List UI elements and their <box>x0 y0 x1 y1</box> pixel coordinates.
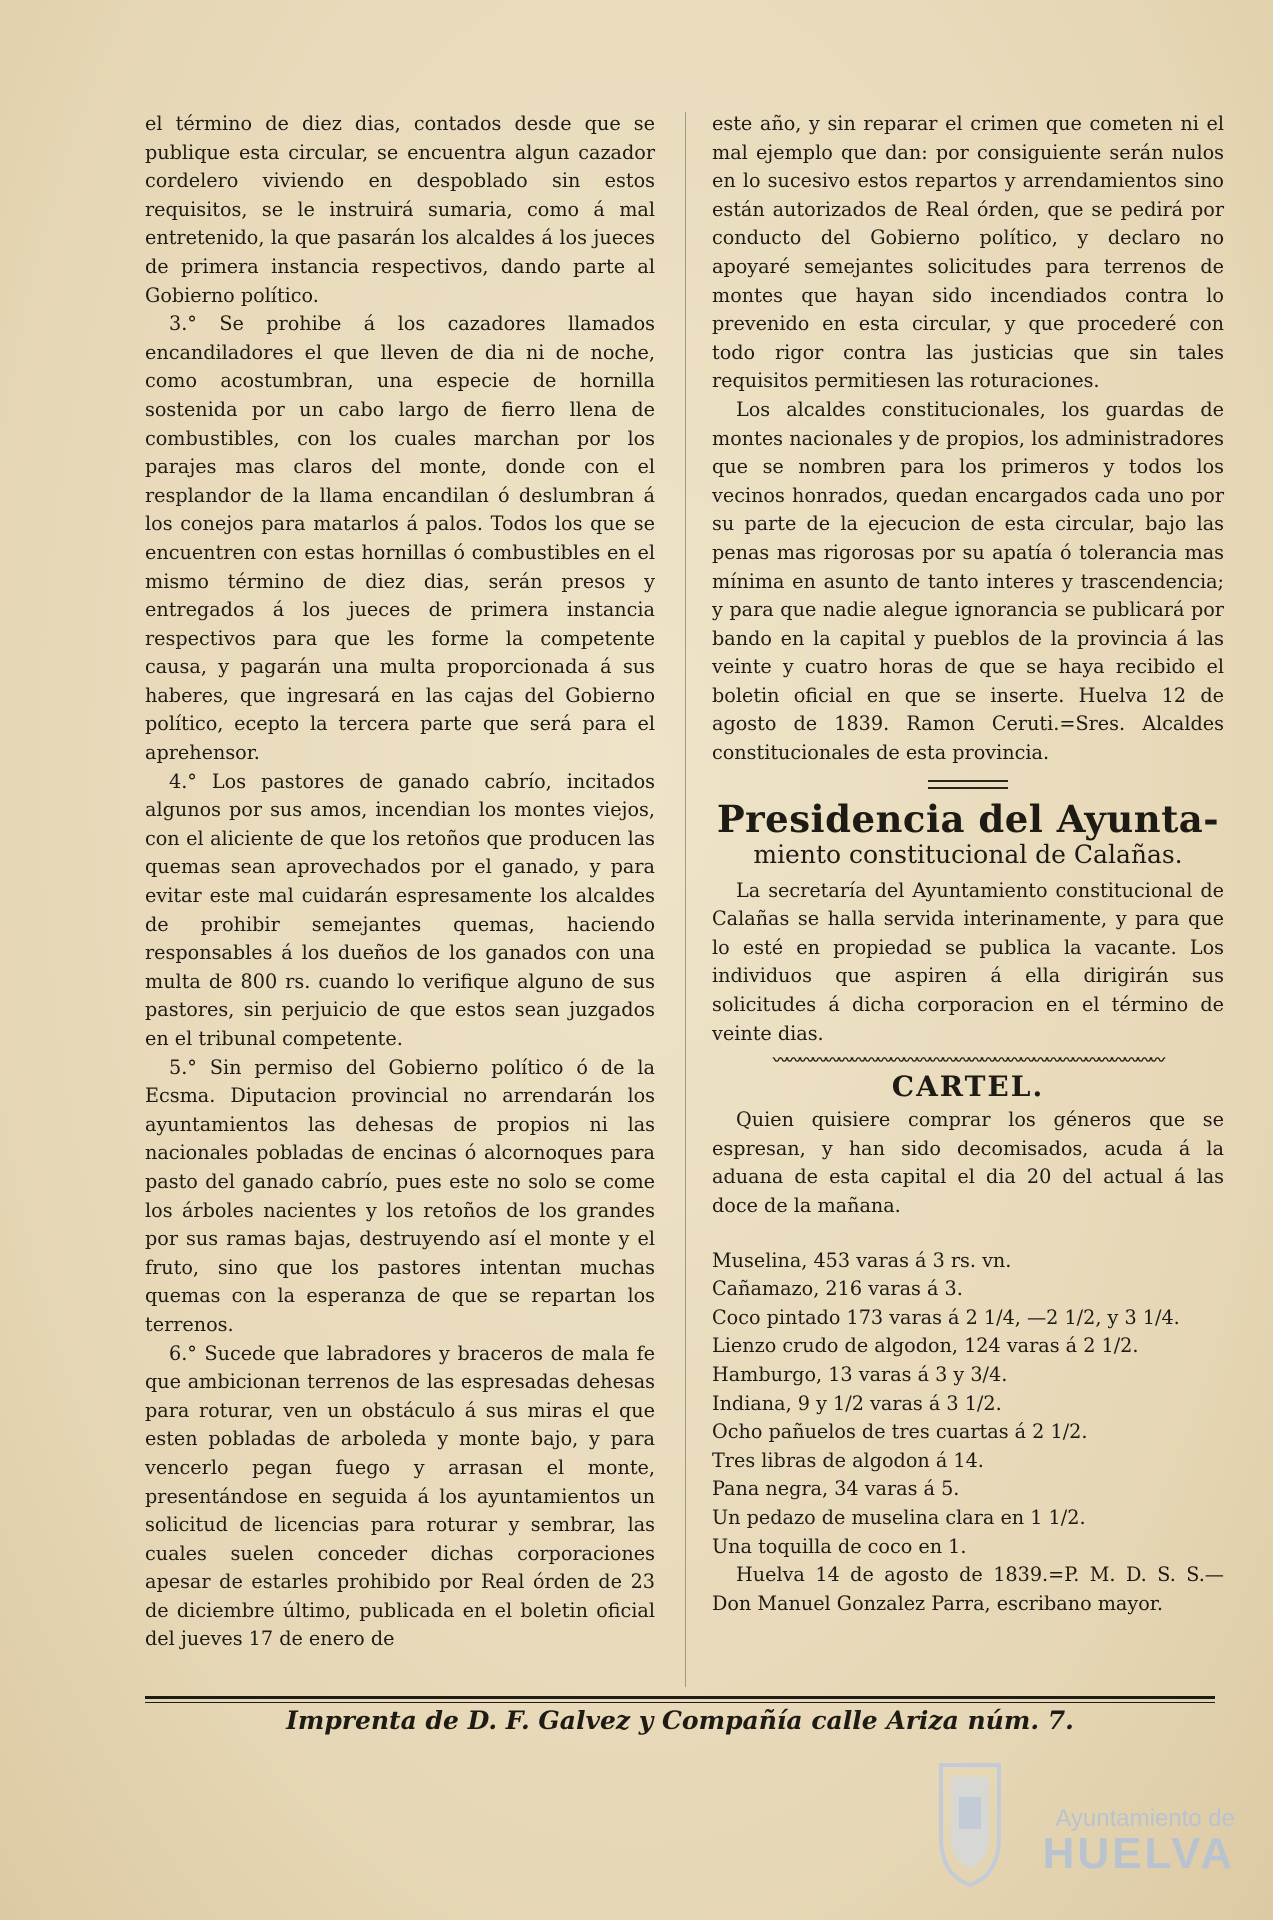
watermark-line2: HUELVA <box>1042 1829 1235 1878</box>
presidencia-subtitle: miento constitucional de Calañas. <box>753 839 1183 869</box>
section-separator <box>928 780 1008 789</box>
presidencia-title: Presidencia del Ayunta- <box>716 796 1220 841</box>
paragraph-article-4: 4.° Los pastores de ganado cabrío, incitados algunos por sus amos, incendian los montes viejos, con el aliciente de que los retoños que producen las quemas sean aprovechados por el ganado, y para evitar este mal cuidarán espresamente los alcaldes de prohibir semejantes quemas, haciendo responsables á los dueños de los ganados con una multa de 800 rs. cuando lo verifique alguno de sus pastores, sin perjuicio de que estos sean juzgados en el tribunal competente. <box>145 769 655 1050</box>
list-item: Muselina, 453 varas á 3 rs. vn. <box>712 1248 1012 1272</box>
ayuntamiento-watermark <box>935 1757 1235 1892</box>
presidencia-body: La secretaría del Ayuntamiento constitucional de Calañas se halla servida interinamente, y para que lo esté en propiedad se publica la vacante. Los individuos que aspiren á ella dirigirán sus solicitudes á dicha corporacion en el término de veinte dias. <box>712 878 1224 1045</box>
paragraph-article-3: 3.° Se prohibe á los cazadores llamados encandiladores el que lleven de dia ni de noche, como acostumbran, una especie de hornilla sostenida por un cabo largo de fierro llena de combustibles, con los cuales marchan por los parajes mas claros del monte, donde con el resplandor de la llama encandilan ó deslumbran á los conejos para matarlos á palos. Todos los que se encuentren con estas hornillas ó combustibles en el mismo término de diez dias, serán presos y entregados á los jueces de primera instancia respectivos para que les forme la competente causa, y pagarán una multa proporcionada á sus haberes, que ingresará en las cajas del Gobierno político, ecepto la tercera parte que será para el aprehensor. <box>145 312 655 765</box>
right-column <box>712 110 1224 1618</box>
paragraph-article-6: 6.° Sucede que labradores y braceros de mala fe que ambicionan terrenos de las espresadas dehesas para roturar, ven un obstáculo á sus miras el que esten pobladas de arboleda y monte bajo, y para vencerlo pegan fuego y arrasan el monte, presentándose en seguida á los ayuntamientos un solicitud de licencias para roturar y sembrar, las cuales suelen conceder dichas corporaciones apesar de estarles prohibido por Real órden de 23 de diciembre último, publicada en el boletin oficial del jueves 17 de enero de <box>145 1341 655 1651</box>
list-item: Coco pintado 173 varas á 2 1/4, —2 1/2, y 3 1/4. <box>712 1305 1180 1329</box>
list-item: Hamburgo, 13 varas á 3 y 3/4. <box>712 1362 1008 1386</box>
cartel-intro: Quien quisiere comprar los géneros que se espresan, y han sido decomisados, acuda á la aduana de esta capital el dia 20 del actual á las doce de la mañana. <box>712 1108 1224 1217</box>
paragraph-continuation: este año, y sin reparar el crimen que cometen ni el mal ejemplo que dan: por consiguiente serán nulos en lo sucesivo estos repartos y arrendamientos sino están autorizados de Real órden, que se pedirá por conducto del Gobierno político, y declaro no apoyaré semejantes solicitudes para terrenos de montes que hayan sido incendiados contra lo prevenido en esta circular, y que procederé con todo rigor contra las justicias que sin tales requisitos permitiesen las roturaciones. <box>712 112 1224 393</box>
list-item: Pana negra, 34 varas á 5. <box>712 1477 960 1501</box>
printer-imprint: Imprenta de D. F. Galvez y Compañía calle Ariza núm. 7. <box>286 1706 1074 1735</box>
cartel-closing: Huelva 14 de agosto de 1839.=P. M. D. S. S.—Don Manuel Gonzalez Parra, escribano mayor. <box>712 1563 1224 1615</box>
paragraph-article-5: 5.° Sin permiso del Gobierno político ó de la Ecsma. Diputacion provincial no arrendarán los ayuntamientos las dehesas de propios ni las nacionales pobladas de encinas ó alcornoques para pasto del ganado cabrío, pues este no solo se come los árboles nacientes y los retoños de los grandes por sus ramas bajas, destruyendo así el monte y el fruto, sino que los pastores intentan muchas quemas con la esperanza de que se repartan los terrenos. <box>145 1055 655 1336</box>
left-column <box>145 110 655 1654</box>
list-item: Cañamazo, 216 varas á 3. <box>712 1277 963 1301</box>
spacer <box>712 1221 1224 1247</box>
list-item: Indiana, 9 y 1/2 varas á 3 1/2. <box>712 1391 1002 1415</box>
footer-rule-thin <box>145 1702 1215 1703</box>
list-item: Lienzo crudo de algodon, 124 varas á 2 1/2. <box>712 1334 1139 1358</box>
watermark-line1: Ayuntamiento de <box>1055 1805 1235 1832</box>
paragraph-alcaldes: Los alcaldes constitucionales, los guardas de montes nacionales y de propios, los administradores que se nombren para los primeros y todos los vecinos honrados, quedan encargados cada uno por su parte de la ejecucion de esta circular, bajo las penas mas rigorosas por su apatía ó tolerancia mas mínima en asunto de tanto interes y trascendencia; y para que nadie alegue ignorancia se publicará por bando en la capital y pueblos de la provincia á las veinte y cuatro horas de que se haya recibido el boletin oficial en que se inserte. Huelva 12 de agosto de 1839. Ramon Ceruti.=Sres. Alcaldes constitucionales de esta provincia. <box>712 397 1224 765</box>
footer-rule <box>145 1696 1215 1699</box>
column-divider <box>685 112 686 1687</box>
cartel-item-list <box>712 1247 1224 1562</box>
list-item: Ocho pañuelos de tres cuartas á 2 1/2. <box>712 1420 1088 1444</box>
wavy-separator: 〰〰〰〰〰〰〰〰〰〰〰〰〰〰〰〰〰〰〰〰〰〰〰〰〰〰〰〰〰〰 <box>772 1052 1163 1069</box>
list-item: Tres libras de algodon á 14. <box>712 1448 984 1472</box>
cartel-title: CARTEL. <box>891 1070 1045 1104</box>
list-item: Un pedazo de muselina clara en 1 1/2. <box>712 1505 1086 1529</box>
list-item: Una toquilla de coco en 1. <box>712 1534 967 1558</box>
paragraph-termino: el término de diez dias, contados desde que se publique esta circular, se encuentra algun cazador cordelero viviendo en despoblado sin estos requisitos, se le instruirá sumaria, como á mal entretenido, la que pasarán los alcaldes á los jueces de primera instancia respectivos, dando parte al Gobierno político. <box>145 112 655 307</box>
